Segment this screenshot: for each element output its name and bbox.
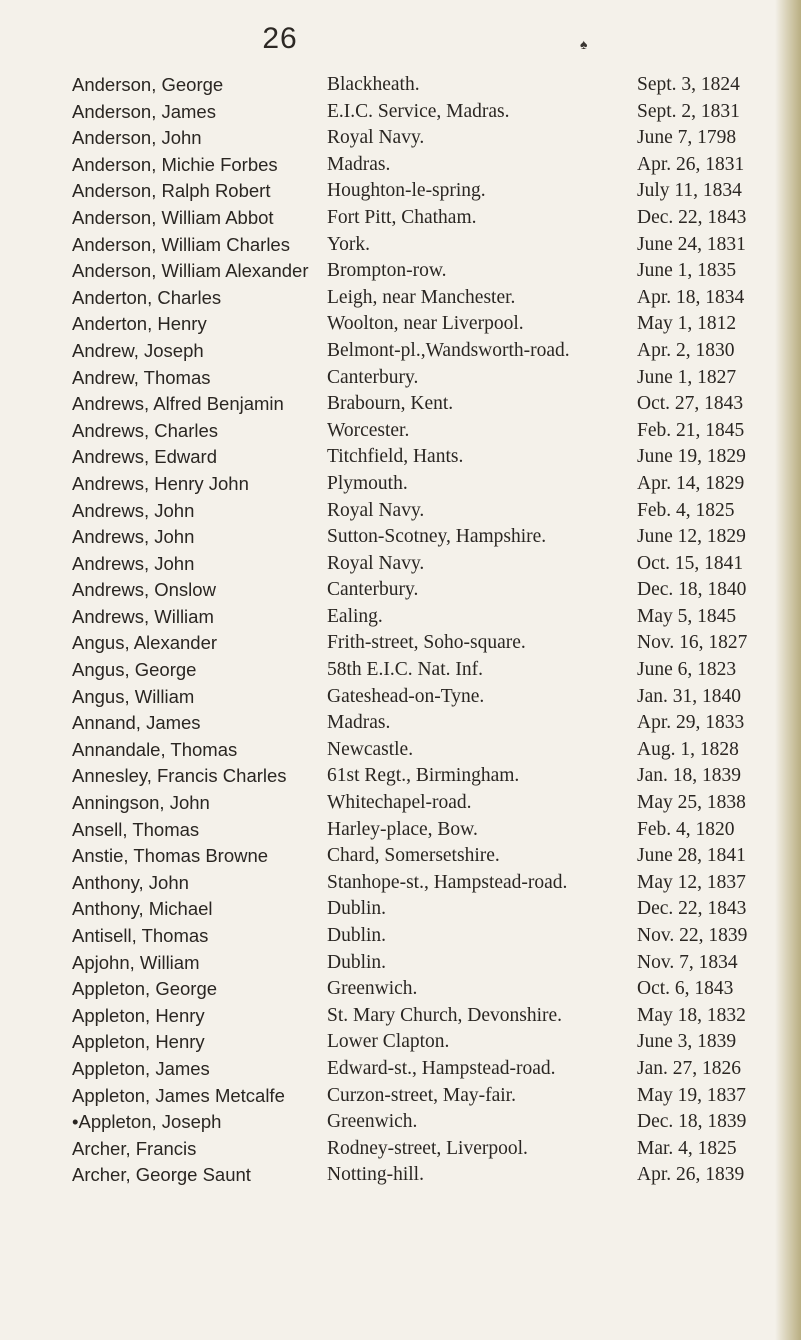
- register-entry: [0, 843, 801, 870]
- register-entry: [0, 311, 801, 338]
- entry-date: Nov. 7, 1834: [637, 951, 738, 973]
- entry-date: Dec. 18, 1839: [637, 1111, 747, 1133]
- entry-name: Anderson, James: [72, 100, 216, 122]
- register-entry: [0, 1162, 801, 1189]
- entry-place: Worcester.: [327, 419, 410, 441]
- entry-place: Fort Pitt, Chatham.: [327, 206, 477, 228]
- entry-date: Oct. 27, 1843: [637, 393, 744, 415]
- entry-date: Dec. 18, 1840: [637, 579, 747, 601]
- entry-name: Appleton, Henry: [72, 1004, 205, 1026]
- entry-name: Andrews, Charles: [72, 419, 219, 441]
- entry-place: Newcastle.: [327, 738, 414, 760]
- entry-date: June 6, 1823: [637, 659, 737, 681]
- entry-name: Anderson, Ralph Robert: [72, 180, 271, 202]
- entry-date: Apr. 2, 1830: [637, 339, 735, 361]
- entry-date: June 12, 1829: [637, 526, 746, 548]
- entry-name: Andrews, Onslow: [72, 579, 216, 601]
- entry-date: May 12, 1837: [637, 871, 746, 893]
- register-entry: [0, 630, 801, 657]
- entry-name: Anderson, William Charles: [72, 233, 290, 255]
- entry-name: •Appleton, Joseph: [72, 1111, 222, 1133]
- register-entry: [0, 923, 801, 950]
- entry-date: July 11, 1834: [637, 180, 742, 202]
- entry-name: Andrew, Thomas: [72, 366, 211, 388]
- entry-name: Andrews, John: [72, 499, 195, 521]
- entry-place: Houghton-le-spring.: [327, 180, 486, 202]
- entry-date: Oct. 15, 1841: [637, 552, 744, 574]
- entry-date: Feb. 21, 1845: [637, 419, 745, 441]
- entry-name: Anderson, George: [72, 74, 224, 95]
- entry-place: Dublin.: [327, 925, 387, 946]
- entry-date: Apr. 29, 1833: [637, 712, 745, 734]
- entry-date: Sept. 3, 1824: [637, 74, 740, 95]
- entry-name: Anderson, William Abbot: [72, 206, 274, 228]
- register-entry: [0, 498, 801, 525]
- entry-place: Chard, Somersetshire.: [327, 845, 500, 867]
- entry-place: Stanhope-st., Hampstead-road.: [327, 871, 568, 893]
- register-entry: [0, 524, 801, 551]
- entry-place: Belmont-pl.,Wandsworth-road.: [327, 339, 570, 361]
- entry-date: Apr. 26, 1831: [637, 153, 745, 175]
- entry-place: Leigh, near Manchester.: [327, 286, 516, 308]
- register-entry: [0, 604, 801, 631]
- entry-name: Angus, Alexander: [72, 632, 218, 654]
- entry-place: Plymouth.: [327, 472, 408, 494]
- entry-name: Anderson, Michie Forbes: [72, 153, 278, 175]
- entry-place: E.I.C. Service, Madras.: [327, 100, 510, 122]
- entry-name: Andrews, Alfred Benjamin: [72, 393, 284, 415]
- entry-place: Royal Navy.: [327, 552, 425, 574]
- entry-date: Dec. 22, 1843: [637, 898, 747, 920]
- register-entry: [0, 763, 801, 790]
- entry-date: Apr. 14, 1829: [637, 472, 745, 494]
- entry-name: Anderton, Henry: [72, 313, 207, 335]
- entry-date: Apr. 26, 1839: [637, 1164, 745, 1186]
- entry-name: Anstie, Thomas Browne: [72, 845, 269, 867]
- entry-name: Annesley, Francis Charles: [72, 765, 287, 787]
- entry-name: Antisell, Thomas: [72, 925, 209, 946]
- entry-name: Archer, Francis: [72, 1137, 197, 1159]
- entry-place: Dublin.: [327, 951, 387, 973]
- entry-name: Annand, James: [72, 712, 201, 734]
- register-entry: [0, 178, 801, 205]
- entry-date: Dec. 22, 1843: [637, 206, 747, 228]
- entry-date: Mar. 4, 1825: [637, 1137, 737, 1159]
- register-entry: [0, 790, 801, 817]
- entry-name: Ansell, Thomas: [72, 818, 200, 840]
- entry-name: Appleton, George: [72, 978, 218, 1000]
- entry-place: Notting-hill.: [327, 1164, 424, 1186]
- entry-place: Sutton-Scotney, Hampshire.: [327, 526, 547, 548]
- entry-name: Angus, William: [72, 685, 195, 707]
- entry-date: June 3, 1839: [637, 1031, 737, 1053]
- entry-date: May 1, 1812: [637, 313, 737, 335]
- entry-place: York.: [327, 233, 370, 255]
- register-entry: [0, 551, 801, 578]
- entry-name: Annandale, Thomas: [72, 738, 238, 760]
- entry-date: May 18, 1832: [637, 1004, 746, 1026]
- entry-date: Aug. 1, 1828: [637, 738, 739, 760]
- register-entry: [0, 258, 801, 285]
- entry-name: Andrews, Edward: [72, 446, 217, 468]
- entry-place: Madras.: [327, 153, 391, 175]
- entry-place: Ealing.: [327, 605, 383, 627]
- entry-place: Edward-st., Hampstead-road.: [327, 1057, 556, 1079]
- entry-name: Andrew, Joseph: [72, 339, 204, 361]
- entry-place: Gateshead-on-Tyne.: [327, 685, 485, 707]
- register-entry: [0, 737, 801, 764]
- register-entry: [0, 72, 801, 99]
- register-entry: [0, 976, 801, 1003]
- entry-date: Sept. 2, 1831: [637, 100, 740, 122]
- entry-name: Andrews, John: [72, 552, 195, 574]
- entry-place: St. Mary Church, Devonshire.: [327, 1004, 563, 1026]
- entry-place: Royal Navy.: [327, 127, 425, 149]
- entry-date: Feb. 4, 1825: [637, 499, 735, 521]
- page-number: 26: [262, 22, 298, 55]
- register-entry: [0, 205, 801, 232]
- entry-place: Blackheath.: [327, 74, 420, 95]
- entry-place: Brompton-row.: [327, 260, 447, 282]
- register-entry: [0, 896, 801, 923]
- register-entry: [0, 338, 801, 365]
- entry-place: Whitechapel-road.: [327, 792, 472, 814]
- entry-name: Anderson, John: [72, 127, 202, 149]
- entry-date: June 24, 1831: [637, 233, 746, 255]
- entry-date: Nov. 22, 1839: [637, 925, 748, 946]
- register-entry: [0, 870, 801, 897]
- entry-date: Oct. 6, 1843: [637, 978, 734, 1000]
- entry-place: Woolton, near Liverpool.: [327, 313, 524, 335]
- entry-name: Andrews, Henry John: [72, 472, 249, 494]
- entry-name: Andrews, William: [72, 605, 214, 627]
- register-entry: [0, 1056, 801, 1083]
- entry-name: Appleton, James: [72, 1057, 210, 1079]
- entry-name: Angus, George: [72, 659, 197, 681]
- register-entry: [0, 365, 801, 392]
- entry-date: May 19, 1837: [637, 1084, 746, 1106]
- page-marker-glyph: ♠: [580, 38, 588, 53]
- entry-name: Appleton, James Metcalfe: [72, 1084, 285, 1106]
- entry-name: Anderson, William Alexander: [72, 260, 309, 282]
- entry-place: Madras.: [327, 712, 391, 734]
- entry-place: Titchfield, Hants.: [327, 446, 464, 468]
- register-entry: [0, 817, 801, 844]
- entry-date: Jan. 18, 1839: [637, 765, 741, 787]
- register-entry: [0, 657, 801, 684]
- entry-place: Greenwich.: [327, 978, 418, 1000]
- entry-name: Apjohn, William: [72, 951, 200, 973]
- register-entry: [0, 577, 801, 604]
- entry-name: Archer, George Saunt: [72, 1164, 251, 1186]
- entry-place: 58th E.I.C. Nat. Inf.: [327, 659, 483, 681]
- entry-date: May 25, 1838: [637, 792, 746, 814]
- register-entry: [0, 1003, 801, 1030]
- register-entry: [0, 391, 801, 418]
- register-entry: [0, 1109, 801, 1136]
- entry-date: June 1, 1827: [637, 366, 737, 388]
- entry-date: Nov. 16, 1827: [637, 632, 748, 654]
- entry-date: Feb. 4, 1820: [637, 818, 735, 840]
- entry-name: Anthony, John: [72, 871, 189, 893]
- register-entry: [0, 285, 801, 312]
- entry-place: Greenwich.: [327, 1111, 418, 1133]
- entry-date: May 5, 1845: [637, 605, 737, 627]
- page-edge-shadow: [775, 0, 801, 1340]
- entry-date: June 19, 1829: [637, 446, 746, 468]
- register-entries: [0, 72, 801, 1189]
- entry-name: Anderton, Charles: [72, 286, 222, 308]
- register-entry: [0, 684, 801, 711]
- entry-name: Appleton, Henry: [72, 1031, 205, 1053]
- entry-name: Anthony, Michael: [72, 898, 213, 920]
- entry-date: June 7, 1798: [637, 127, 737, 149]
- register-entry: [0, 125, 801, 152]
- entry-name: Anningson, John: [72, 792, 210, 814]
- entry-place: Lower Clapton.: [327, 1031, 450, 1053]
- register-entry: [0, 99, 801, 126]
- entry-place: Rodney-street, Liverpool.: [327, 1137, 528, 1159]
- entry-date: Jan. 31, 1840: [637, 685, 741, 707]
- entry-date: June 1, 1835: [637, 260, 737, 282]
- entry-place: 61st Regt., Birmingham.: [327, 765, 520, 787]
- entry-place: Royal Navy.: [327, 499, 425, 521]
- register-entry: [0, 152, 801, 179]
- entry-place: Canterbury.: [327, 366, 419, 388]
- entry-place: Brabourn, Kent.: [327, 393, 454, 415]
- entry-date: June 28, 1841: [637, 845, 746, 867]
- register-entry: [0, 710, 801, 737]
- register-entry: [0, 444, 801, 471]
- entry-place: Curzon-street, May-fair.: [327, 1084, 516, 1106]
- entry-place: Frith-street, Soho-square.: [327, 632, 526, 654]
- entry-date: Jan. 27, 1826: [637, 1057, 741, 1079]
- entry-name: Andrews, John: [72, 526, 195, 548]
- entry-place: Canterbury.: [327, 579, 419, 601]
- register-entry: [0, 1029, 801, 1056]
- register-entry: [0, 1083, 801, 1110]
- register-entry: [0, 950, 801, 977]
- register-entry: [0, 232, 801, 259]
- register-entry: [0, 471, 801, 498]
- entry-place: Dublin.: [327, 898, 387, 920]
- entry-date: Apr. 18, 1834: [637, 286, 745, 308]
- entry-place: Harley-place, Bow.: [327, 818, 478, 840]
- register-entry: [0, 418, 801, 445]
- register-entry: [0, 1136, 801, 1163]
